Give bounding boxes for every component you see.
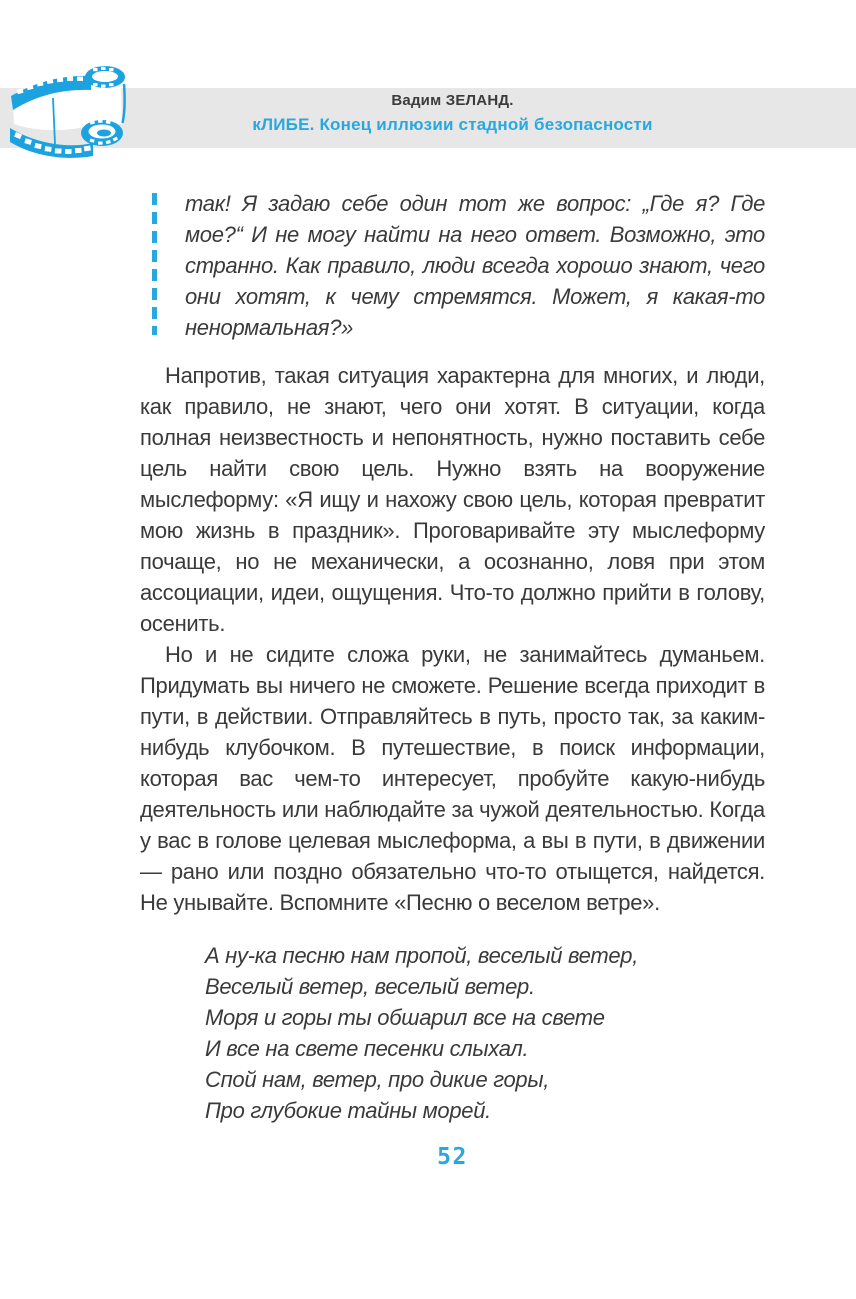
film-strip-icon	[5, 60, 130, 165]
quote-text: так! Я задаю себе один тот же вопрос: „Где я? Где мое?“ И не могу найти на него ответ. Возможно, это странно. Как правило, люди всегда хорошо знают, чего они хотят, к чему стремятся. Может, я какая-то ненормальная?»	[185, 191, 765, 340]
poem-line: Про глубокие тайны морей.	[205, 1098, 491, 1123]
poem-line: А ну-ка песню нам пропой, веселый ветер,	[205, 943, 639, 968]
content-column	[140, 360, 765, 1173]
poem-line: Веселый ветер, веселый ветер.	[205, 974, 535, 999]
poem-line: И все на свете песенки слыхал.	[205, 1036, 529, 1061]
quote-block	[152, 188, 765, 343]
body-paragraph-2: Но и не сидите сложа руки, не занимайтесь думаньем. Придумать вы ничего не сможете. Решение всегда приходит в пути, в действии. Отправляйтесь в путь, просто так, за каким-нибудь клубочком. В путешествие, в поиск информации, которая вас чем-то интересует, пробуйте какую-нибудь деятельность или наблюдайте за чужой деятельностью. Когда у вас в голове целевая мыслеформа, а вы в пути, в движении — рано или поздно обязательно что-то отыщется, найдется. Не унывайте. Вспомните «Песню о веселом ветре».	[140, 642, 765, 915]
poem-line: Спой нам, ветер, про дикие горы,	[205, 1067, 550, 1092]
book-title: кЛИБЕ. Конец иллюзии стадной безопасности	[252, 115, 653, 134]
author-name: Вадим ЗЕЛАНД.	[391, 92, 514, 109]
quote-dashed-border	[152, 193, 157, 335]
poem-block	[205, 940, 765, 1126]
poem-line: Моря и горы ты обшарил все на свете	[205, 1005, 605, 1030]
page-number: 52	[437, 1144, 468, 1170]
body-paragraph-1: Напротив, такая ситуация характерна для многих, и люди, как правило, не знают, чего они хотят. В ситуации, когда полная неизвестность и непонятность, нужно поставить себе цель найти свою цель. Нужно взять на вооружение мыслеформу: «Я ищу и нахожу свою цель, которая превратит мою жизнь в праздник». Проговаривайте эту мыслеформу почаще, но не механически, а осознанно, ловя при этом ассоциации, идеи, ощущения. Что-то должно прийти в голову, осенить.	[140, 363, 765, 636]
running-header	[140, 93, 765, 133]
